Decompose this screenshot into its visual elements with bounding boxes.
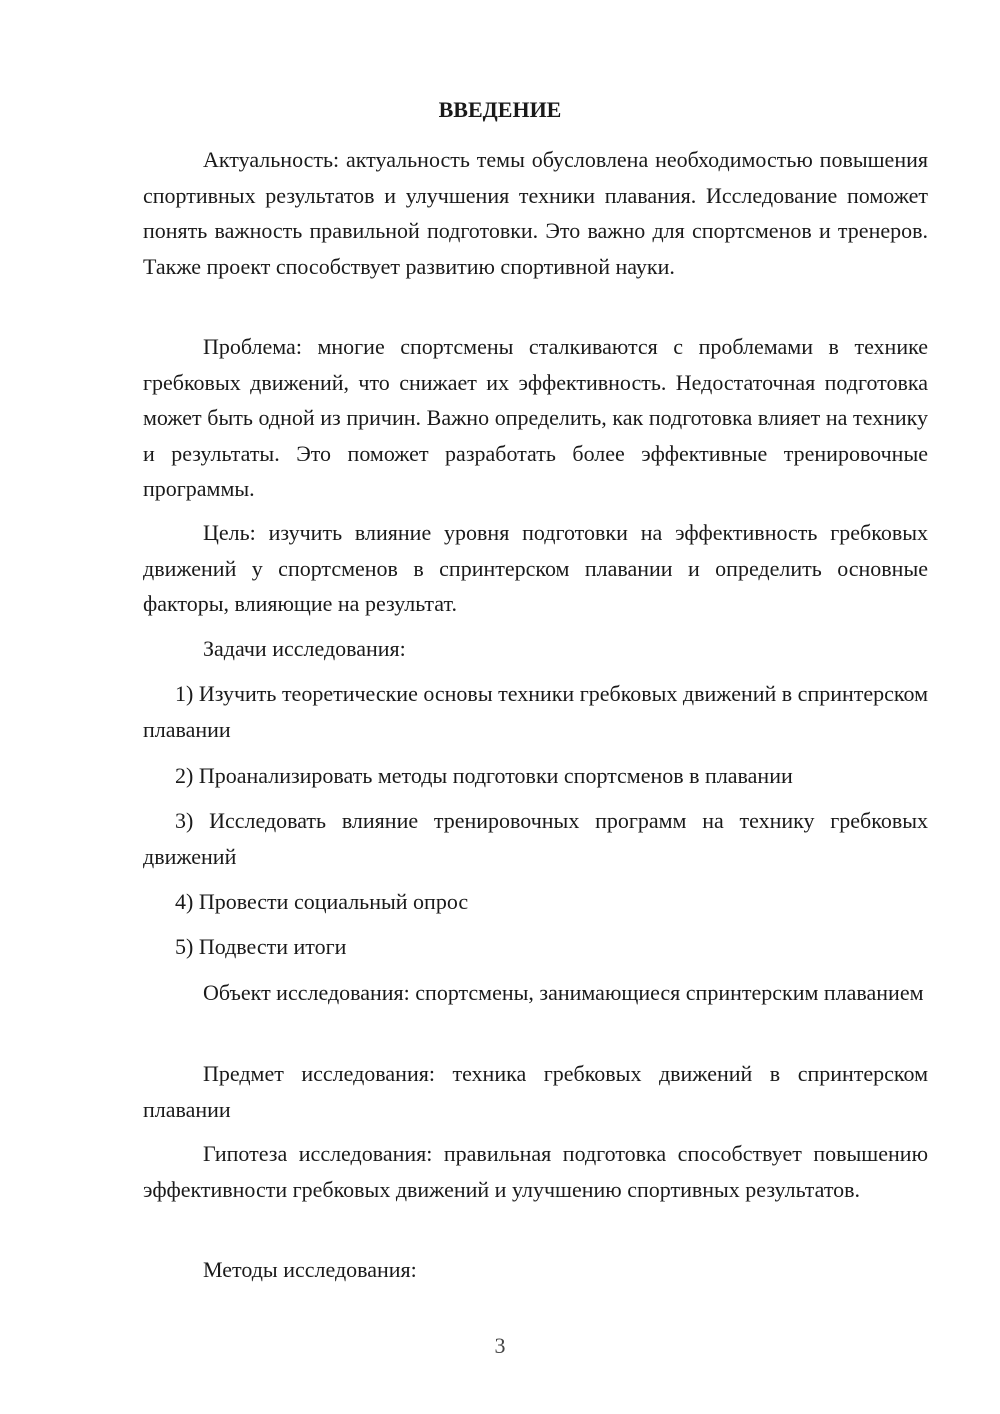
- tasks-title: Задачи исследования:: [203, 636, 406, 661]
- task-item: 1) Изучить теоретические основы техники гребковых движений в спринтерском плавании: [143, 681, 928, 742]
- paragraph-problem: Проблема: многие спортсмены сталкиваются с проблемами в технике гребковых движений, что снижает их эффективность. Недостаточная подготовка может быть одной из причин. Важно определить, как подготовка влияет на технику и результаты. Это поможет разработать более эффективные тренировочные программы.: [143, 334, 928, 501]
- task-item: 4) Провести социальный опрос: [175, 889, 469, 914]
- paragraph-object: Объект исследования: спортсмены, занимающиеся спринтерским плаванием: [203, 980, 924, 1005]
- task-item: 5) Подвести итоги: [175, 934, 347, 959]
- task-item: 3) Исследовать влияние тренировочных программ на технику гребковых движений: [143, 808, 928, 869]
- paragraph-goal: Цель: изучить влияние уровня подготовки на эффективность гребковых движений у спортсменов в спринтерском плавании и определить основные факторы, влияющие на результат.: [143, 520, 928, 616]
- paragraph-hypothesis: Гипотеза исследования: правильная подготовка способствует повышению эффективности гребковых движений и улучшению спортивных результатов.: [143, 1141, 928, 1202]
- methods-title: Методы исследования:: [203, 1257, 417, 1282]
- page-heading: ВВЕДЕНИЕ: [438, 97, 562, 122]
- paragraph-relevance: Актуальность: актуальность темы обусловлена необходимостью повышения спортивных результатов и улучшения техники плавания. Исследование поможет понять важность правильной подготовки. Это важно для спортсменов и тренеров. Также проект способствует развитию спортивной науки.: [143, 147, 928, 279]
- page-number: 3: [494, 1333, 506, 1358]
- task-item: 2) Проанализировать методы подготовки спортсменов в плавании: [175, 763, 793, 788]
- paragraph-subject: Предмет исследования: техника гребковых движений в спринтерском плавании: [143, 1061, 928, 1122]
